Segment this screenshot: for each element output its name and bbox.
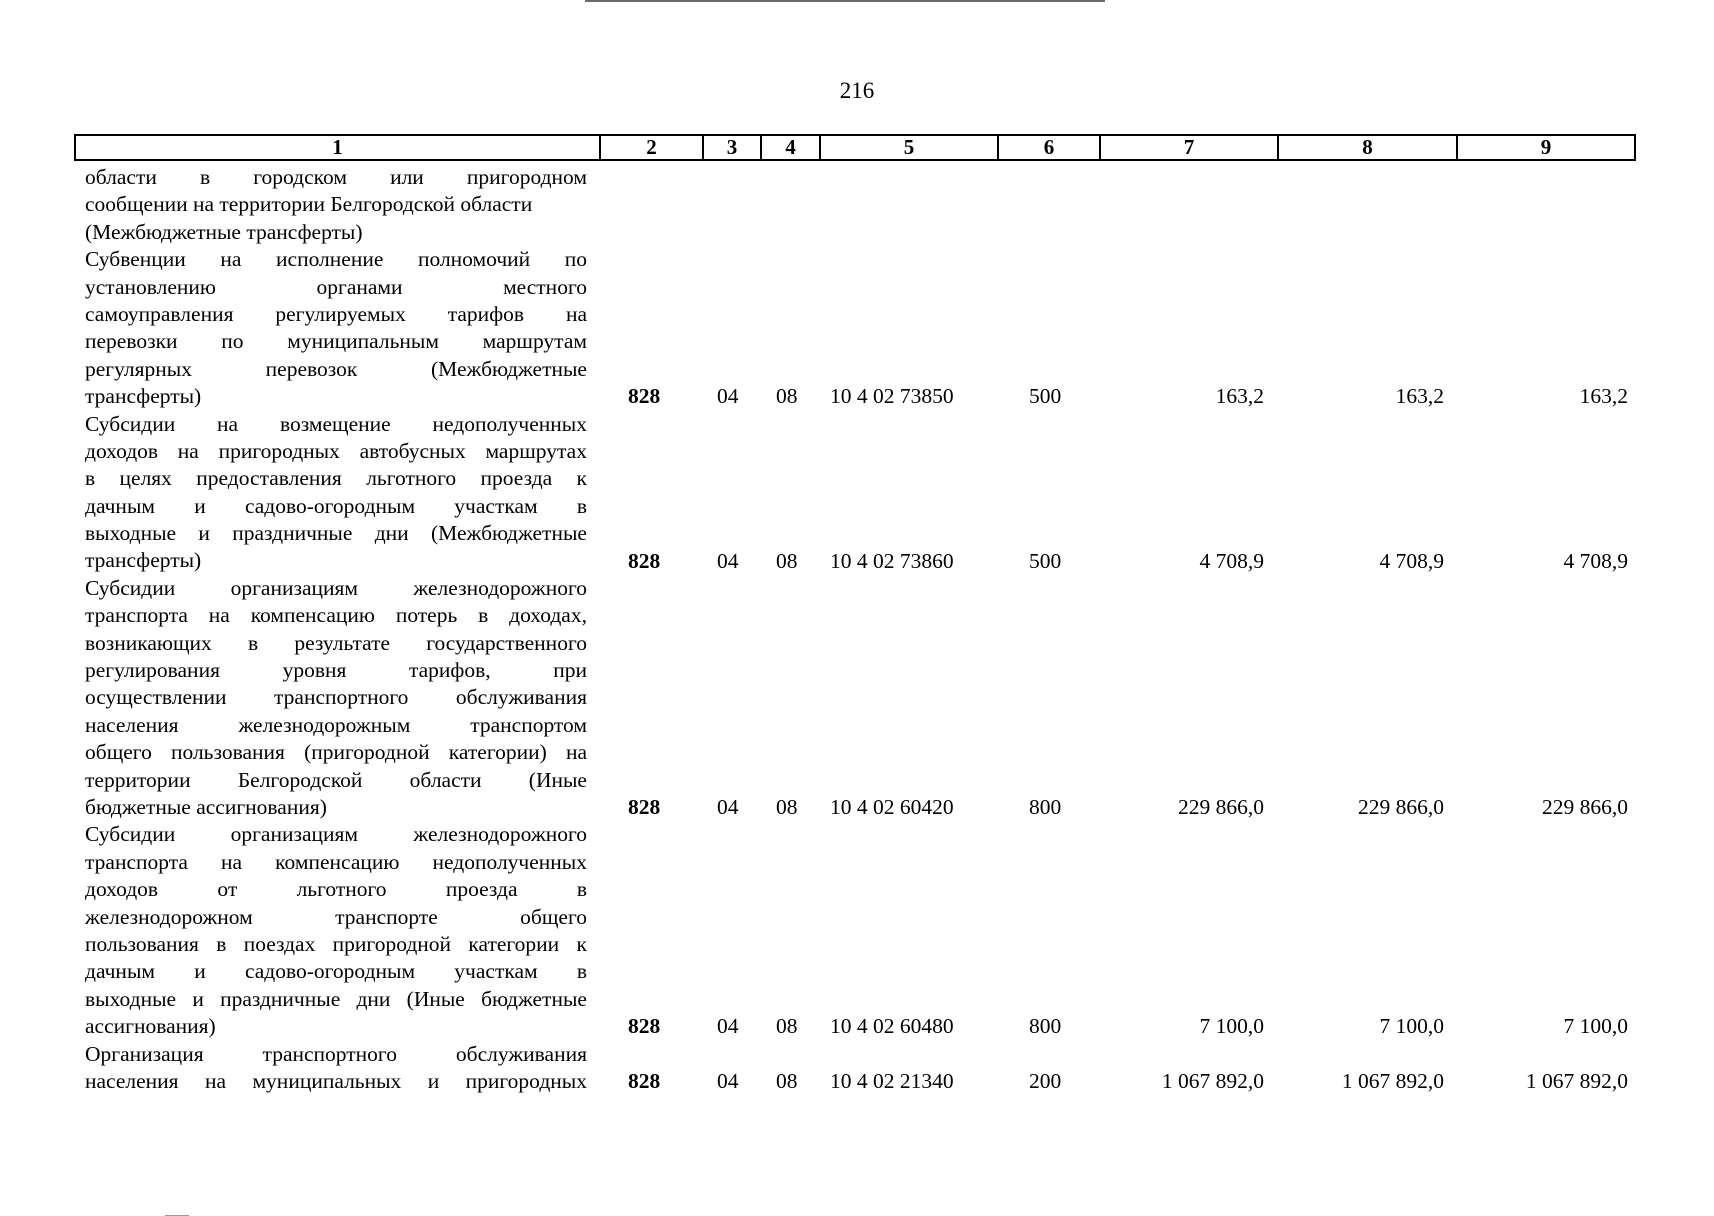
description-word: регулирования [85,658,220,683]
description-word: участкам [454,959,538,984]
cell-col-5: 10 4 02 73850 [830,384,954,409]
description-line [85,356,587,383]
description-word: льготного [296,877,387,902]
description-word: перевозки [85,329,178,354]
description-word: (Иные [406,986,465,1011]
description-word: в [85,466,96,491]
description-word: автобусных [359,438,466,463]
table-row [0,383,1714,410]
description-line: сообщении на территории Белгородской области [85,192,533,217]
description-line [85,657,587,684]
description-word: общего [520,904,587,929]
description-line [85,821,587,848]
table-header-row [74,134,1636,161]
description-word: на [221,849,243,874]
description-word: пригородной [332,931,452,956]
description-word: категории) [448,740,547,765]
description-word: доходах, [509,603,587,628]
cell-col-9: 229 866,0 [1542,795,1628,820]
table-row [0,548,1714,575]
header-col-1: 1 [76,136,601,159]
description-word: и [198,521,210,546]
description-word: организациям [230,575,359,600]
cell-col-4: 08 [776,548,798,573]
description-word: пользования [85,931,199,956]
description-word: к [576,466,587,491]
cell-col-5: 10 4 02 60420 [830,795,954,820]
description-word: к [576,931,587,956]
description-word: по [564,247,587,272]
description-line [85,465,587,492]
description-line [85,684,587,711]
description-line: ассигнования) [85,1014,216,1039]
cell-col-8: 4 708,9 [1379,548,1444,573]
description-word: в [247,630,259,655]
description-word: исполнение [276,247,384,272]
cell-col-9: 163,2 [1579,384,1628,409]
description-word: тарифов, [408,658,491,683]
cell-col-3: 04 [717,384,739,409]
description-word: осуществлении [85,685,227,710]
description-word: в [576,877,587,902]
cell-col-2: 828 [628,384,661,409]
description-word: железнодорожного [413,575,587,600]
description-word: от [217,877,238,902]
description-word: проезда [480,466,553,491]
cell-col-3: 04 [717,548,739,573]
description-line [85,767,587,794]
description-line: трансферты) [85,384,202,409]
description-line [85,493,587,520]
description-word: садово-огородным [244,959,416,984]
description-word: установлению [85,274,216,299]
cell-col-7: 163,2 [1215,384,1264,409]
description-word: железнодорожного [413,822,587,847]
description-word: пригородном [466,165,587,189]
header-col-2: 2 [601,136,704,159]
description-word: регулярных [85,356,192,381]
page-number: 216 [839,78,875,103]
description-word: результате [294,630,391,655]
description-word: муниципальным [287,329,439,354]
table-row [0,1068,1714,1095]
description-line: бюджетные ассигнования) [85,794,327,819]
description-line [85,328,587,355]
description-word: населения [85,1068,179,1093]
cell-col-2: 828 [628,548,661,573]
description-word: на [565,740,587,765]
description-word: Субсидии [85,822,176,847]
cell-col-6: 200 [1029,1069,1062,1094]
header-col-4: 4 [762,136,821,159]
description-word: транспортом [470,712,587,737]
description-line [85,712,587,739]
description-line [85,931,587,958]
description-word: недополученных [432,849,587,874]
description-word: органами [316,274,403,299]
cell-col-3: 04 [717,1014,739,1039]
description-word: недополученных [432,411,587,436]
description-word: территории [85,767,191,792]
description-word: Белгородской [237,767,363,792]
description-line [85,411,587,438]
description-word: праздничные [220,986,341,1011]
description-word: железнодорожным [238,712,411,737]
description-line: трансферты) [85,548,202,573]
description-line [85,520,587,547]
description-line [85,876,587,903]
cell-col-9: 4 708,9 [1563,548,1628,573]
description-line [85,739,587,766]
description-word: в [199,165,211,189]
description-word: области [409,767,482,792]
description-line [85,1041,587,1068]
description-word: регулируемых [275,301,406,326]
cell-col-3: 04 [717,1069,739,1094]
header-col-7: 7 [1101,136,1279,159]
description-line [85,164,587,191]
description-word: или [390,165,424,189]
cell-col-7: 7 100,0 [1199,1014,1264,1039]
description-word: Субсидии [85,575,176,600]
description-word: транспортного [274,685,409,710]
description-word: дачным [85,493,155,518]
description-word: государственного [426,630,587,655]
cell-col-4: 08 [776,795,798,820]
cell-col-8: 163,2 [1395,384,1444,409]
description-word: маршрутам [482,329,587,354]
description-word: категории [468,931,560,956]
description-word: муниципальных [252,1068,402,1093]
description-line [85,904,587,931]
header-col-3: 3 [704,136,762,159]
description-word: на [565,301,587,326]
cell-col-7: 229 866,0 [1178,795,1264,820]
description-word: в [478,603,489,628]
cell-col-5: 10 4 02 73860 [830,548,954,573]
description-word: целях [119,466,172,491]
description-word: транспортного [262,1041,397,1066]
table-row [0,1013,1714,1040]
description-line [85,986,587,1013]
description-word: на [217,411,239,436]
cell-col-8: 7 100,0 [1379,1014,1444,1039]
cell-col-5: 10 4 02 21340 [830,1069,954,1094]
cell-col-6: 500 [1029,548,1062,573]
description-word: (пригородной [304,740,430,765]
description-word: на [177,438,199,463]
description-word: и [427,1068,440,1093]
description-word: Субвенции [85,247,186,272]
description-word: пригородных [218,438,340,463]
header-col-9: 9 [1540,135,1552,159]
top-rule [585,0,1105,2]
description-word: тарифов [447,301,525,326]
description-word: участкам [454,493,538,518]
description-line [85,602,587,629]
description-word: проезда [445,877,518,902]
description-word: в [576,959,587,984]
description-word: (Иные [528,767,587,792]
header-col-8: 8 [1279,136,1458,159]
description-word: самоуправления [85,301,234,326]
description-word: населения [85,712,179,737]
description-line [85,630,587,657]
cell-col-7: 4 708,9 [1199,548,1264,573]
cell-col-4: 08 [776,1014,798,1039]
description-line: (Межбюджетные трансферты) [85,219,363,244]
description-word: городском [253,165,347,189]
description-word: транспорте [335,904,438,929]
description-word: транспорта [85,603,188,628]
cell-col-2: 828 [628,1014,661,1039]
description-word: на [208,603,230,628]
description-word: компенсацию [275,849,400,874]
cell-col-4: 08 [776,1069,798,1094]
description-word: поездах [243,931,316,956]
description-word: и [192,986,204,1011]
description-word: области [85,165,157,189]
description-word: пригородных [465,1068,587,1093]
description-line [85,958,587,985]
description-word: на [204,1068,227,1093]
description-word: обслуживания [455,1041,587,1066]
table-row [0,794,1714,821]
cell-col-4: 08 [776,384,798,409]
description-word: садово-огородным [244,493,416,518]
description-word: транспорта [85,849,188,874]
cell-col-8: 1 067 892,0 [1341,1069,1444,1094]
cell-col-7: 1 067 892,0 [1161,1069,1264,1094]
description-word: Организация [85,1041,204,1066]
description-word: в [576,493,587,518]
cell-col-9: 7 100,0 [1563,1014,1628,1039]
cell-col-2: 828 [628,795,661,820]
description-word: возникающих [85,630,212,655]
description-word: полномочий [417,247,531,272]
description-word: выходные [85,986,177,1011]
description-line [85,438,587,465]
description-column [85,164,587,1095]
description-word: общего [85,740,152,765]
cell-col-8: 229 866,0 [1358,795,1444,820]
description-word: выходные [85,521,177,546]
description-word: железнодорожном [85,904,253,929]
cell-col-9: 1 067 892,0 [1525,1069,1628,1094]
cell-col-6: 500 [1029,384,1062,409]
description-word: доходов [85,438,159,463]
cell-col-3: 04 [717,795,739,820]
description-word: доходов [85,877,159,902]
description-word: перевозок [265,356,358,381]
description-word: дачным [85,959,155,984]
description-word: организациям [230,822,359,847]
cell-col-6: 800 [1029,1014,1062,1039]
description-word: уровня [282,658,347,683]
header-col-5: 5 [821,136,999,159]
description-line [85,575,587,602]
description-word: бюджетные [481,986,587,1011]
description-word: компенсацию [250,603,375,628]
description-word: дни [374,521,409,546]
description-word: праздничные [232,521,353,546]
description-line [85,301,587,328]
description-word: при [553,658,587,683]
description-word: предоставления [196,466,342,491]
description-line [85,274,587,301]
description-word: в [216,931,227,956]
description-word: и [194,959,206,984]
cell-col-2: 828 [628,1069,661,1094]
description-word: на [220,247,242,272]
description-word: потерь [395,603,458,628]
cell-col-6: 800 [1029,795,1062,820]
description-word: по [221,329,244,354]
description-word: возмещение [279,411,391,436]
description-word: (Межбюджетные [430,521,587,546]
description-word: льготного [366,466,457,491]
cell-col-5: 10 4 02 60480 [830,1014,954,1039]
description-word: Субсидии [85,411,176,436]
header-col-6: 6 [999,136,1101,159]
description-word: пользования [170,740,285,765]
description-word: местного [503,274,587,299]
description-line [85,849,587,876]
description-word: (Межбюджетные [431,356,587,381]
description-line [85,246,587,273]
description-word: маршрутах [485,438,587,463]
description-word: дни [356,986,391,1011]
description-word: и [194,493,206,518]
description-word: обслуживания [455,685,587,710]
